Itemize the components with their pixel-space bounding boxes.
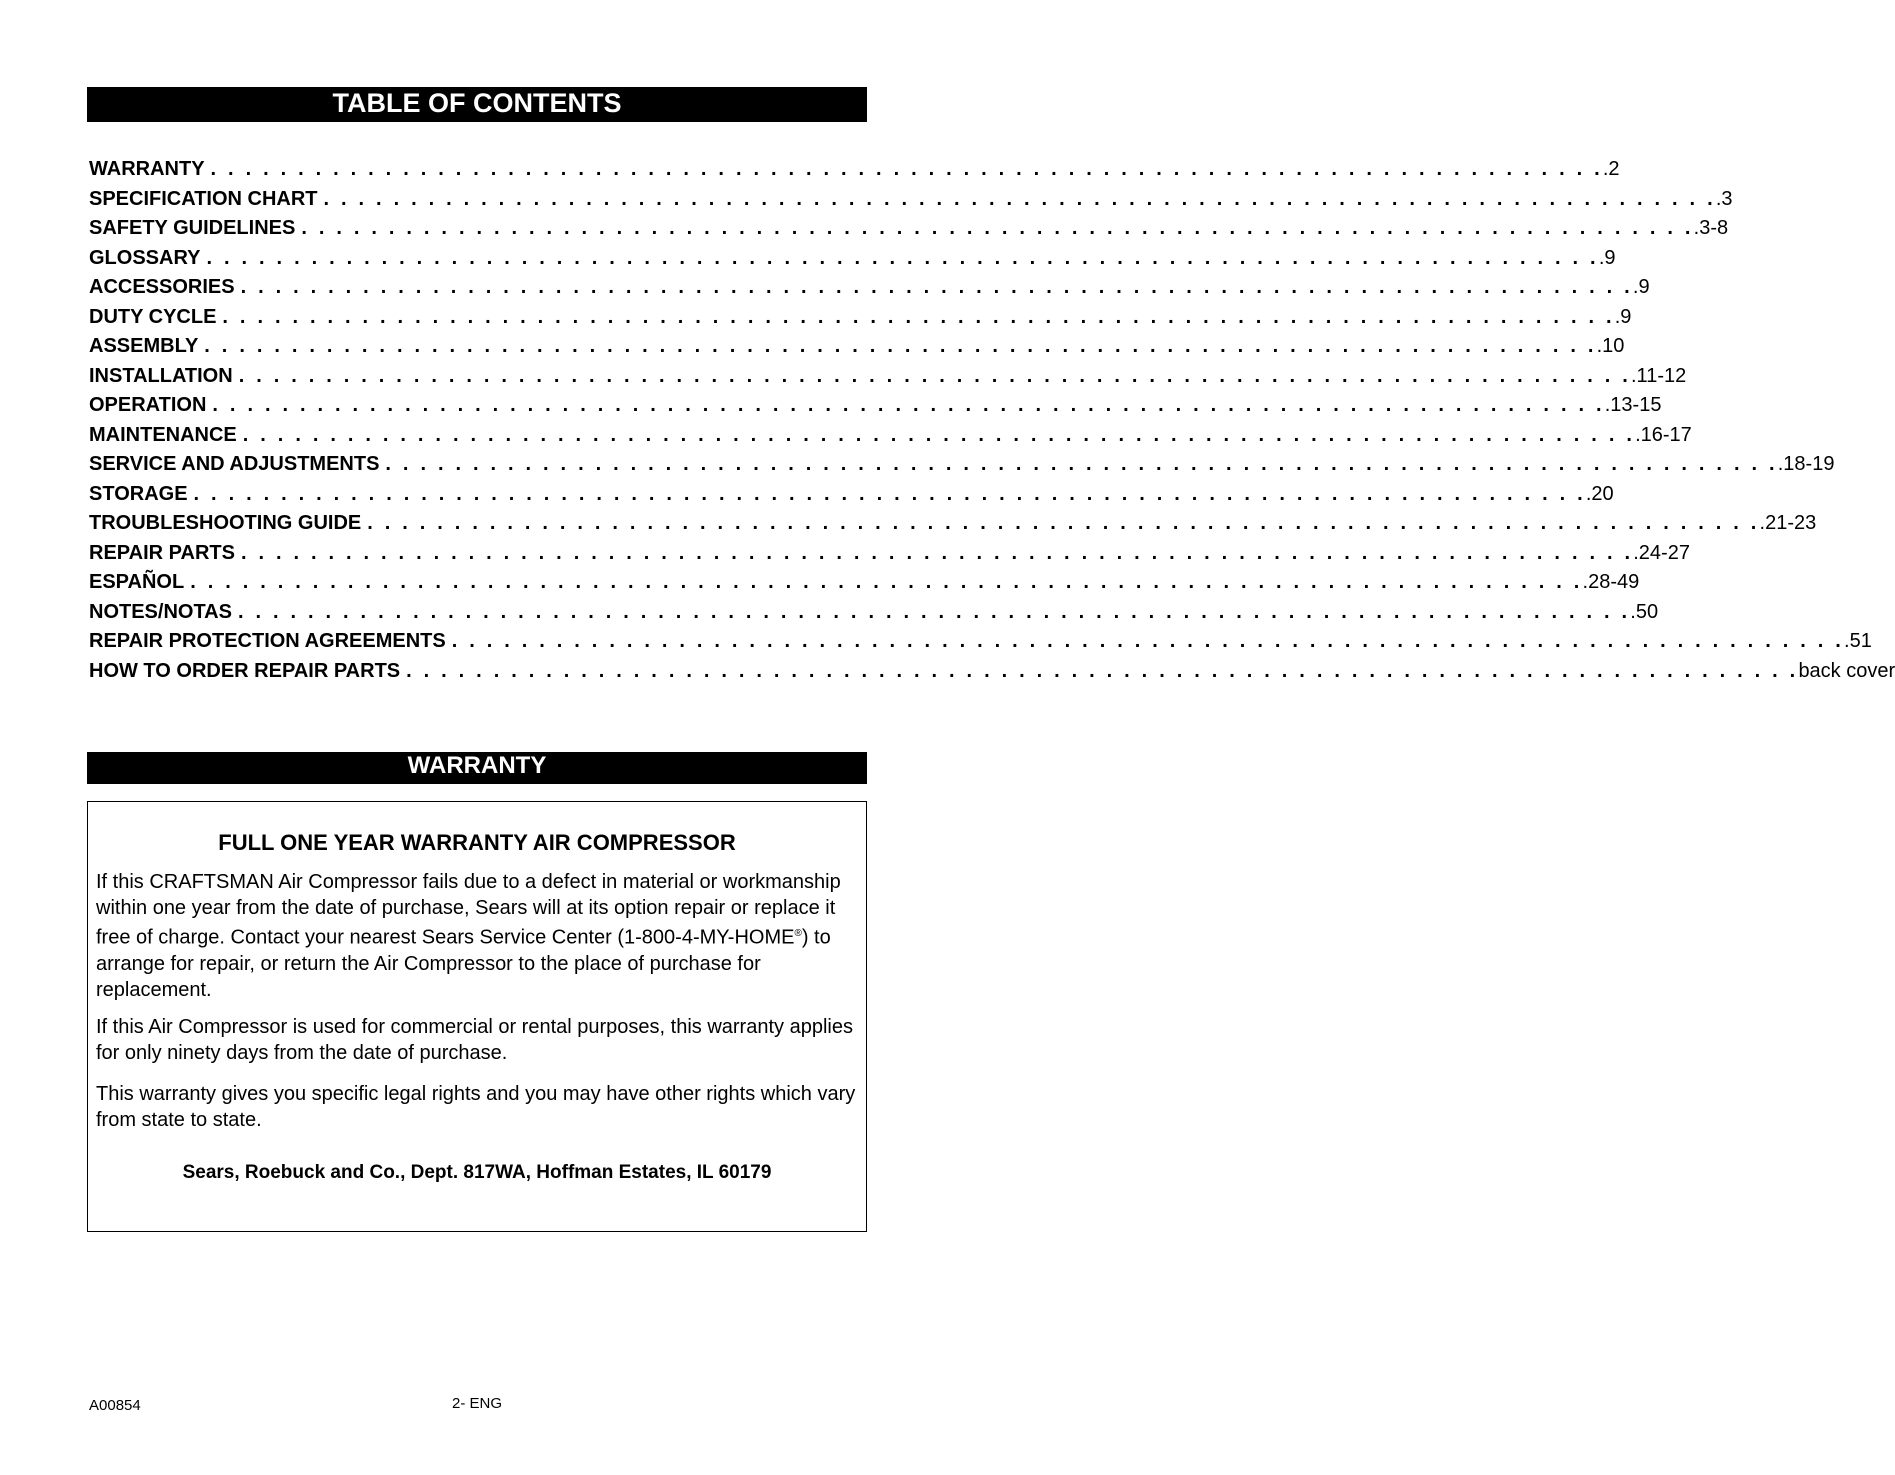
toc-entry [89,539,1690,569]
toc-leader-dots: . . . . . . . . . . . . . . . . . . . . . . . . . . . . . . . . . . . . . . . . . . . . . . . . . . . . . . . . . . . . . . . . . . . . . . . . . . . . . . . . [242,423,1636,446]
toc-leader-dots: . . . . . . . . . . . . . . . . . . . . . . . . . . . . . . . . . . . . . . . . . . . . . . . . . . . . . . . . . . . . . . . . . . . . . . . . . . . . . . . . [323,187,1716,210]
toc-entry-title: SAFETY GUIDELINES [89,217,296,239]
toc-entry-title: NOTES/NOTAS [89,600,232,623]
toc-entry-page: .21-23 [1759,512,1817,534]
toc-entry [89,509,1817,539]
toc-leader-dots: . . . . . . . . . . . . . . . . . . . . . . . . . . . . . . . . . . . . . . . . . . . . . . . . . . . . . . . . . . . . . . . . . . . . . . . . . . . . . . . . [206,246,1599,269]
toc-leader-dots: . . . . . . . . . . . . . . . . . . . . . . . . . . . . . . . . . . . . . . . . . . . . . . . . . . . . . . . . . . . . . . . . . . . . . . . . . . . . . . . . [212,394,1605,416]
toc-leader-dots: . . . . . . . . . . . . . . . . . . . . . . . . . . . . . . . . . . . . . . . . . . . . . . . . . . . . . . . . . . . . . . . . . . . . . . . . . . . . . . . . [238,364,1631,387]
toc-list [89,155,1895,686]
toc-entry [89,155,1620,185]
toc-entry-page: back cover [1798,659,1895,682]
toc-leader-dots: . . . . . . . . . . . . . . . . . . . . . . . . . . . . . . . . . . . . . . . . . . . . . . . . . . . . . . . . . . . . . . . . . . . . . . . . . . . . . . . . [301,217,1694,239]
warranty-box [87,801,867,1232]
toc-entry-title: REPAIR PARTS [89,541,235,564]
toc-entry-page: .13-15 [1604,394,1662,416]
toc-entry [89,244,1616,274]
warranty-address: Sears, Roebuck and Co., Dept. 817WA, Hoffman Estates, IL 60179 [182,1162,772,1183]
toc-entry-page: .9 [1598,246,1616,269]
toc-leader-dots: . . . . . . . . . . . . . . . . . . . . . . . . . . . . . . . . . . . . . . . . . . . . . . . . . . . . . . . . . . . . . . . . . . . . . . . . . . . . . . . . [451,630,1845,652]
toc-entry-page: .18-19 [1777,453,1835,475]
toc-entry-page: .10 [1596,335,1625,357]
toc-entry-page: .11-12 [1631,364,1687,387]
toc-entry-title: SPECIFICATION CHART [89,187,318,210]
toc-leader-dots: . . . . . . . . . . . . . . . . . . . . . . . . . . . . . . . . . . . . . . . . . . . . . . . . . . . . . . . . . . . . . . . . . . . . . . . . . . . . . . . . [193,482,1586,505]
toc-entry-title: ASSEMBLY [89,335,199,357]
toc-entry-title: WARRANTY [89,158,205,180]
toc-entry-title: REPAIR PROTECTION AGREEMENTS [89,630,446,652]
warranty-paragraph-3: This warranty gives you specific legal rights and you may have other rights which vary from state to state. [96,1083,856,1131]
toc-entry-page: .28-49 [1582,571,1640,593]
toc-entry-title: DUTY CYCLE [89,305,217,328]
toc-entry-title: STORAGE [89,482,188,505]
toc-entry-title: TROUBLESHOOTING GUIDE [89,512,362,534]
toc-entry [89,450,1835,480]
toc-entry-page: .3-8 [1693,217,1729,239]
toc-entry [89,362,1687,392]
toc-entry [89,391,1662,421]
toc-entry-title: OPERATION [89,394,207,416]
warranty-paragraph-1-start: If this CRAFTSMAN Air Compressor fails due to a defect in material or workmanship within one year from the date of purchase, Sears will at its option repair or replace it free of charge. Contact your nearest Sears Service Center (1-800-4-MY-HOME [96,871,841,949]
toc-entry [89,657,1895,687]
toc-leader-dots: . . . . . . . . . . . . . . . . . . . . . . . . . . . . . . . . . . . . . . . . . . . . . . . . . . . . . . . . . . . . . . . . . . . . . . . . . . . . . . . . [204,335,1597,357]
toc-entry [89,332,1625,362]
toc-entry-page: .50 [1630,600,1659,623]
toc-entry [89,185,1733,215]
toc-entry-title: ESPAÑOL [89,571,185,593]
warranty-paragraph-1-end: ) to arrange for repair, or return the Air Compressor to the place of purchase for replacement. [96,926,831,1001]
toc-entry [89,568,1640,598]
registered-mark: ® [794,928,802,939]
toc-leader-dots: . . . . . . . . . . . . . . . . . . . . . . . . . . . . . . . . . . . . . . . . . . . . . . . . . . . . . . . . . . . . . . . . . . . . . . . . . . . . . . . . [367,512,1760,534]
toc-entry-page: .20 [1585,482,1614,505]
toc-entry [89,214,1729,244]
toc-header: TABLE OF CONTENTS [87,87,867,122]
toc-entry-page: .3 [1715,187,1733,210]
toc-entry [89,627,1872,657]
toc-leader-dots: . . . . . . . . . . . . . . . . . . . . . . . . . . . . . . . . . . . . . . . . . . . . . . . . . . . . . . . . . . . . . . . . . . . . . . . . . . . . . . . . [237,600,1631,623]
toc-entry [89,273,1650,303]
page-number: 2- ENG [451,1395,502,1412]
toc-entry [89,303,1632,333]
document-code: A00854 [89,1397,141,1414]
toc-leader-dots: . . . . . . . . . . . . . . . . . . . . . . . . . . . . . . . . . . . . . . . . . . . . . . . . . . . . . . . . . . . . . . . . . . . . . . . . . . . . . . . . [240,541,1634,564]
toc-entry [89,598,1659,628]
toc-entry-title: ACCESSORIES [89,276,235,298]
toc-leader-dots: . . . . . . . . . . . . . . . . . . . . . . . . . . . . . . . . . . . . . . . . . . . . . . . . . . . . . . . . . . . . . . . . . . . . . . . . . . . . . . . . [240,276,1633,298]
toc-leader-dots: . . . . . . . . . . . . . . . . . . . . . . . . . . . . . . . . . . . . . . . . . . . . . . . . . . . . . . . . . . . . . . . . . . . . . . . . . . . . . . . . [190,571,1583,593]
warranty-header: WARRANTY [87,752,867,784]
toc-entry-title: MAINTENANCE [89,423,237,446]
toc-leader-dots: . . . . . . . . . . . . . . . . . . . . . . . . . . . . . . . . . . . . . . . . . . . . . . . . . . . . . . . . . . . . . . . . . . . . . . . . . . . . . . . . [385,453,1778,475]
toc-entry-page: .9 [1614,305,1632,328]
toc-leader-dots: . . . . . . . . . . . . . . . . . . . . . . . . . . . . . . . . . . . . . . . . . . . . . . . . . . . . . . . . . . . . . . . . . . . . . . . . . . . . . . . . [406,659,1799,682]
warranty-paragraph-1 [96,869,861,1003]
toc-entry-page: .16-17 [1635,423,1692,446]
warranty-heading: FULL ONE YEAR WARRANTY AIR COMPRESSOR [218,830,736,855]
toc-entry [89,421,1692,451]
toc-leader-dots: . . . . . . . . . . . . . . . . . . . . . . . . . . . . . . . . . . . . . . . . . . . . . . . . . . . . . . . . . . . . . . . . . . . . . . . . . . . . . . . . [222,305,1615,328]
toc-entry [89,480,1614,510]
toc-entry-page: .24-27 [1633,541,1690,564]
toc-entry-title: SERVICE AND ADJUSTMENTS [89,453,380,475]
toc-entry-title: GLOSSARY [89,246,201,269]
warranty-paragraph-2: If this Air Compressor is used for commercial or rental purposes, this warranty applies for only ninety days from the date of purchase. [96,1016,853,1064]
toc-entry-title: INSTALLATION [89,364,233,387]
toc-entry-page: .51 [1844,630,1872,652]
toc-leader-dots: . . . . . . . . . . . . . . . . . . . . . . . . . . . . . . . . . . . . . . . . . . . . . . . . . . . . . . . . . . . . . . . . . . . . . . . . . . . . . . . . [210,158,1603,180]
toc-entry-title: HOW TO ORDER REPAIR PARTS [89,659,401,682]
toc-entry-page: .2 [1602,158,1620,180]
toc-entry-page: .9 [1632,276,1650,298]
